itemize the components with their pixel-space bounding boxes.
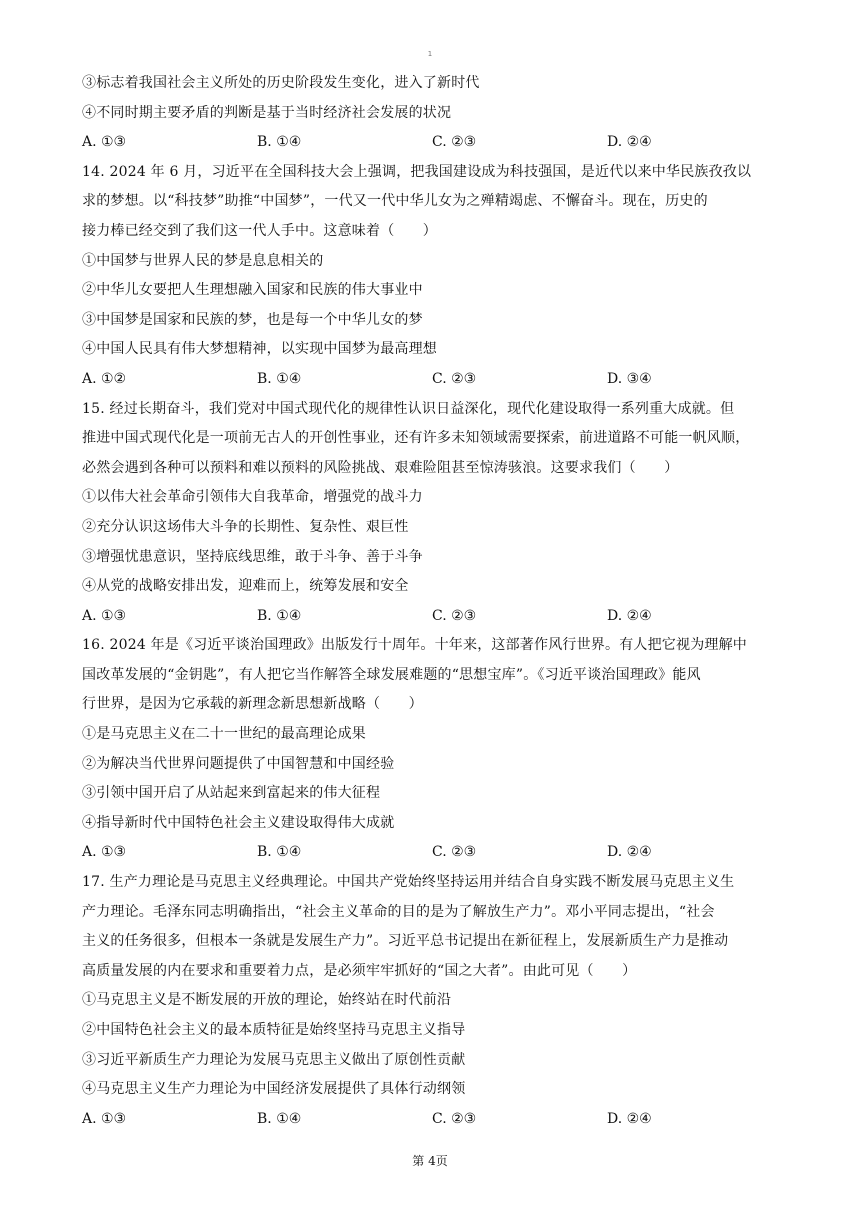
question-stem-line: 主义的任务很多，但根本一条就是发展生产力”。习近平总书记提出在新征程上，发展新质生产力是推动 xyxy=(82,933,729,950)
option-d: D. ③④ xyxy=(607,370,652,387)
statement-4: ④马克思主义生产力理论为中国经济发展提供了具体行动纲领 xyxy=(82,1081,466,1098)
answer-options xyxy=(82,1105,782,1135)
statement-3: ③中国梦是国家和民族的梦，也是每一个中华儿女的梦 xyxy=(82,311,423,328)
answer-options xyxy=(82,838,782,868)
answer-options xyxy=(82,602,782,632)
statement-4: ④中国人民具有伟大梦想精神，以实现中国梦为最高理想 xyxy=(82,341,437,358)
option-d: D. ②④ xyxy=(607,607,652,624)
question-13-tail xyxy=(82,69,782,158)
question-stem-line: 16. 2024 年是《习近平谈治国理政》出版发行十周年。十年来，这部著作风行世界。有人把它视为理解中 xyxy=(82,637,747,654)
page-number: 第 4页 xyxy=(412,1154,448,1168)
statement-2: ②中华儿女要把人生理想融入国家和民族的伟大事业中 xyxy=(82,282,423,299)
question-stem-line: 15. 经过长期奋斗，我们党对中国式现代化的规律性认识日益深化，现代化建设取得一系列重大成就。但 xyxy=(82,400,735,417)
option-b: B. ①④ xyxy=(257,607,302,624)
statement-4: ④从党的战略安排出发，迎难而上，统筹发展和安全 xyxy=(82,578,409,595)
option-d: D. ②④ xyxy=(607,844,652,861)
statement-4: ④不同时期主要矛盾的判断是基于当时经济社会发展的状况 xyxy=(82,104,452,121)
question-stem-line: 行世界，是因为它承载的新理念新思想新战略（ ） xyxy=(82,696,423,713)
question-stem-line: 求的梦想。以“科技梦”助推“中国梦”，一代又一代中华儿女为之殚精竭虑、不懈奋斗。现在，历史的 xyxy=(82,193,708,210)
statement-1: ①马克思主义是不断发展的开放的理论，始终站在时代前沿 xyxy=(82,992,452,1009)
page-top-mark: 1 xyxy=(427,50,433,58)
question-stem-line: 产力理论。毛泽东同志明确指出，“社会主义革命的目的是为了解放生产力”。邓小平同志提出，“社会 xyxy=(82,903,715,920)
question-stem-line: 17. 生产力理论是马克思主义经典理论。中国共产党始终坚持运用并结合自身实践不断发展马克思主义生 xyxy=(82,874,735,891)
statement-2: ②中国特色社会主义的最本质特征是始终坚持马克思主义指导 xyxy=(82,1022,466,1038)
statement-1: ①中国梦与世界人民的梦是息息相关的 xyxy=(82,252,324,269)
statement-2: ②为解决当代世界问题提供了中国智慧和中国经验 xyxy=(82,755,395,772)
question-stem-line: 接力棒已经交到了我们这一代人手中。这意味着（ ） xyxy=(82,222,437,239)
exam-content xyxy=(82,69,782,1134)
option-d: D. ②④ xyxy=(607,1110,652,1127)
statement-3: ③引领中国开启了从站起来到富起来的伟大征程 xyxy=(82,785,381,802)
statement-3: ③增强忧患意识，坚持底线思维，敢于斗争、善于斗争 xyxy=(82,548,423,565)
question-stem-line: 14. 2024 年 6 月，习近平在全国科技大会上强调，把我国建设成为科技强国，是近代以来中华民族孜孜以 xyxy=(82,163,752,180)
statement-3: ③习近平新质生产力理论为发展马克思主义做出了原创性贡献 xyxy=(82,1051,466,1068)
option-a: A. ①② xyxy=(82,370,127,387)
option-c: C. ②③ xyxy=(432,844,477,861)
option-a: A. ①③ xyxy=(82,844,127,861)
question-stem-line: 国改革发展的“金钥匙”，有人把它当作解答全球发展难题的“思想宝库”。《习近平谈治国理政》能风 xyxy=(82,666,701,683)
option-c: C. ②③ xyxy=(432,370,477,387)
question-stem-line: 高质量发展的内在要求和重要着力点，是必须牢牢抓好的“国之大者”。由此可见（ ） xyxy=(82,962,637,979)
option-c: C. ②③ xyxy=(432,134,477,151)
option-b: B. ①④ xyxy=(257,134,302,151)
question-15 xyxy=(82,395,782,632)
question-stem-line: 必然会遇到各种可以预料和难以预料的风险挑战、艰难险阻甚至惊涛骇浪。这要求我们（ ） xyxy=(82,459,679,476)
statement-2: ②充分认识这场伟大斗争的长期性、复杂性、艰巨性 xyxy=(82,518,409,535)
option-c: C. ②③ xyxy=(432,607,477,624)
question-stem-line: 推进中国式现代化是一项前无古人的开创性事业，还有许多未知领域需要探索，前进道路不可能一帆风顺， xyxy=(82,430,750,447)
option-c: C. ②③ xyxy=(432,1110,477,1127)
option-a: A. ①③ xyxy=(82,1110,127,1127)
statement-4: ④指导新时代中国特色社会主义建设取得伟大成就 xyxy=(82,814,395,831)
answer-options xyxy=(82,128,782,158)
statement-3: ③标志着我国社会主义所处的历史阶段发生变化，进入了新时代 xyxy=(82,75,480,91)
option-d: D. ②④ xyxy=(607,134,652,151)
question-17 xyxy=(82,868,782,1134)
option-b: B. ①④ xyxy=(257,1110,302,1127)
statement-1: ①是马克思主义在二十一世纪的最高理论成果 xyxy=(82,726,366,743)
option-a: A. ①③ xyxy=(82,607,127,624)
statement-1: ①以伟大社会革命引领伟大自我革命，增强党的战斗力 xyxy=(82,489,423,506)
question-14 xyxy=(82,158,782,395)
option-b: B. ①④ xyxy=(257,844,302,861)
option-a: A. ①③ xyxy=(82,134,127,151)
question-16 xyxy=(82,631,782,868)
option-b: B. ①④ xyxy=(257,370,302,387)
answer-options xyxy=(82,365,782,395)
